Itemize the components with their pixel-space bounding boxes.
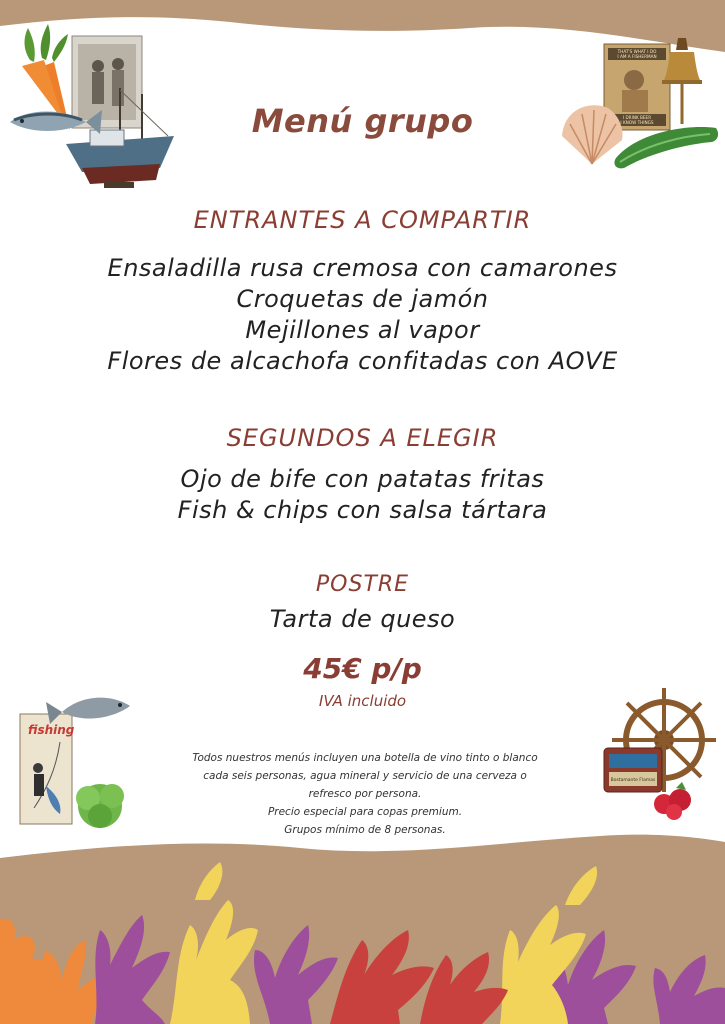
section-heading-starters: ENTRANTES A COMPARTIR [193, 206, 532, 234]
note-line: Precio especial para copas premium. [267, 806, 463, 818]
poster-line-2: I AM A FISHERMAN [617, 54, 657, 59]
dish-item: Croquetas de jamón [236, 285, 489, 313]
lettuce-icon [76, 784, 124, 828]
vat-note: IVA incluido [318, 692, 407, 710]
top-right-decoration [558, 28, 722, 174]
dish-item: Mejillones al vapor [245, 316, 480, 344]
mains-list [0, 464, 725, 526]
sardine-tin-icon [604, 748, 662, 792]
note-line: Todos nuestros menús incluyen una botella de vino tinto o blanco [192, 752, 538, 764]
dish-item: Flores de alcachofa confitadas con AOVE [107, 347, 618, 375]
page-title: Menú grupo [251, 102, 474, 140]
section-heading-mains: SEGUNDOS A ELEGIR [226, 424, 499, 452]
section-heading-dessert: POSTRE [315, 572, 410, 597]
note-line: Grupos mínimo de 8 personas. [284, 824, 446, 836]
dish-item: Tarta de queso [269, 605, 456, 633]
poster-line-1: THAT'S WHAT I DO [617, 49, 657, 54]
bottom-left-decoration [16, 690, 136, 836]
tin-label: Bostamante Flamas [610, 778, 656, 783]
fishing-sign-text: fishing [28, 723, 75, 737]
menu-notes [150, 749, 580, 839]
starters-list [0, 253, 725, 377]
fishing-sign [20, 714, 75, 824]
poster-line-4: I KNOW THINGS [620, 120, 654, 125]
price-label: 45€ p/p [303, 652, 422, 685]
dish-item: Fish & chips con salsa tártara [177, 496, 548, 524]
dish-item: Ensaladilla rusa cremosa con camarones [107, 254, 618, 282]
dish-item: Ojo de bife con patatas fritas [180, 465, 545, 493]
note-line: refresco por persona. [308, 788, 422, 800]
poster-line-3: I DRINK BEER [622, 115, 652, 120]
note-line: cada seis personas, agua mineral y servicio de una cerveza o [203, 770, 527, 782]
dessert-list [0, 604, 725, 635]
